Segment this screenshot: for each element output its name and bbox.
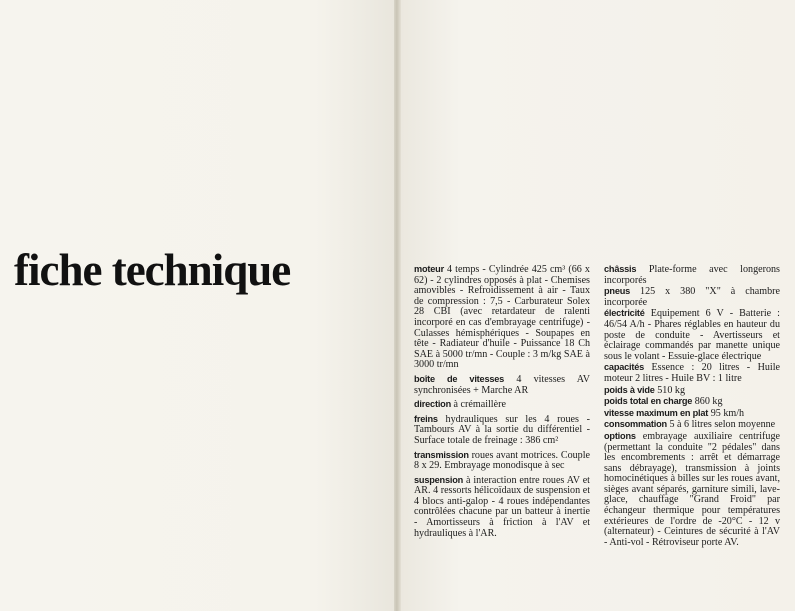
- spec-column-right: [604, 264, 780, 548]
- spec-term: boîte de vitesses: [414, 373, 505, 384]
- spec-term: poids à vide: [604, 384, 655, 395]
- spec-text: 4 vitesses AV synchronisées + Marche AR: [414, 373, 590, 396]
- spec-text: 95 km/h: [710, 407, 745, 419]
- spec-text: 5 à 6 litres selon moyenne: [669, 419, 776, 431]
- spec-entry-electricite: [604, 308, 780, 362]
- spec-entry-pneus: [604, 286, 780, 308]
- left-page: [0, 0, 394, 611]
- spec-text: embrayage auxiliaire centrifuge (permettant la conduite "2 pédales" dans les encombrements : arrêt et démarrage sans débrayage), transmission à joints homocinétiques à billes sur les roues avant, sièges avant séparés, garniture simili, lave-glace, chauffage "Grand Froid" par échangeur thermique pour températures extérieures de l'ordre de -20°C - 12 v (alternateur) - Ceintures de sécurité à l'AV - Anti-vol - Rétroviseur porte AV.: [604, 430, 780, 548]
- spec-term: freins: [414, 413, 438, 424]
- spec-text: 510 kg: [657, 384, 685, 396]
- spec-term: transmission: [414, 449, 469, 460]
- spec-text: roues avant motrices. Couple 8 x 29. Embrayage monodisque à sec: [414, 449, 590, 472]
- spec-term: poids total en charge: [604, 396, 693, 407]
- spec-text: 125 x 380 "X" à chambre incorporée: [604, 286, 781, 308]
- spec-term: châssis: [604, 264, 637, 274]
- spec-entry-poids-a-vide: [604, 385, 780, 397]
- spec-entry-options: [604, 431, 780, 549]
- spec-entry-poids-total: [604, 396, 780, 408]
- spec-entry-boite-de-vitesses: [414, 374, 590, 396]
- spec-text: hydrauliques sur les 4 roues - Tambours AV à la sortie du différentiel - Surface totale de freinage : 386 cm²: [414, 413, 590, 446]
- spec-term: pneus: [604, 286, 631, 297]
- spec-entry-capacites: [604, 362, 780, 384]
- spec-term: options: [604, 430, 636, 441]
- book-spine: [394, 0, 401, 611]
- spec-term: capacités: [604, 362, 645, 373]
- spec-column-left: [414, 264, 590, 542]
- spec-text: 4 temps - Cylindrée 425 cm³ (66 x 62) - 2 cylindres opposés à plat - Chemises amovibles - Refroidissement à air - Taux de compression : 7,5 - Carburateur Solex 28 CBI (avec retardateur de ralenti incorporé en cas d'embrayage centrifuge) - Culasses hémisphériques - Soupapes en tête - Radiateur d'huile - Puissance 18 Ch SAE à 5000 tr/mn - Couple : 3 m/kg SAE à 3000 tr/mn: [414, 264, 590, 371]
- spec-term: moteur: [414, 264, 444, 274]
- spec-text: 860 kg: [694, 396, 723, 408]
- spec-entry-consommation: [604, 419, 780, 431]
- spec-term: suspension: [414, 474, 464, 485]
- spec-entry-suspension: [414, 475, 590, 540]
- spec-term: vitesse maximum en plat: [604, 407, 709, 418]
- spec-text: à crémaillère: [453, 399, 506, 411]
- spec-entry-vitesse-maximum: [604, 408, 780, 420]
- spec-entry-direction: [414, 399, 590, 411]
- page-title: fiche technique: [14, 245, 291, 295]
- spec-term: électricité: [604, 308, 645, 319]
- spec-text: Plate-forme avec longerons incorporés: [604, 264, 780, 286]
- spec-entry-chassis: [604, 264, 780, 286]
- spec-entry-moteur: [414, 264, 590, 371]
- spec-text: Equipement 6 V - Batterie : 46/54 A/h - Phares réglables en hauteur du poste de conduite - Avertisseurs et éclairage commandés par manette unique sous le volant - Essuie-glace électrique: [604, 308, 780, 362]
- spec-text: Essence : 20 litres - Huile moteur 2 litres - Huile BV : 1 litre: [604, 362, 780, 384]
- spec-entry-freins: [414, 414, 590, 447]
- spec-term: consommation: [604, 419, 667, 430]
- spec-text: à interaction entre roues AV et AR. 4 ressorts hélicoïdaux de suspension et 4 blocs anti-galop - 4 roues indépendantes contrôlées chacune par un batteur à inertie - Amortisseurs à friction à l'AV et hydrauliques à l'AR.: [414, 474, 590, 539]
- spec-entry-transmission: [414, 450, 590, 472]
- spec-term: direction: [414, 399, 451, 410]
